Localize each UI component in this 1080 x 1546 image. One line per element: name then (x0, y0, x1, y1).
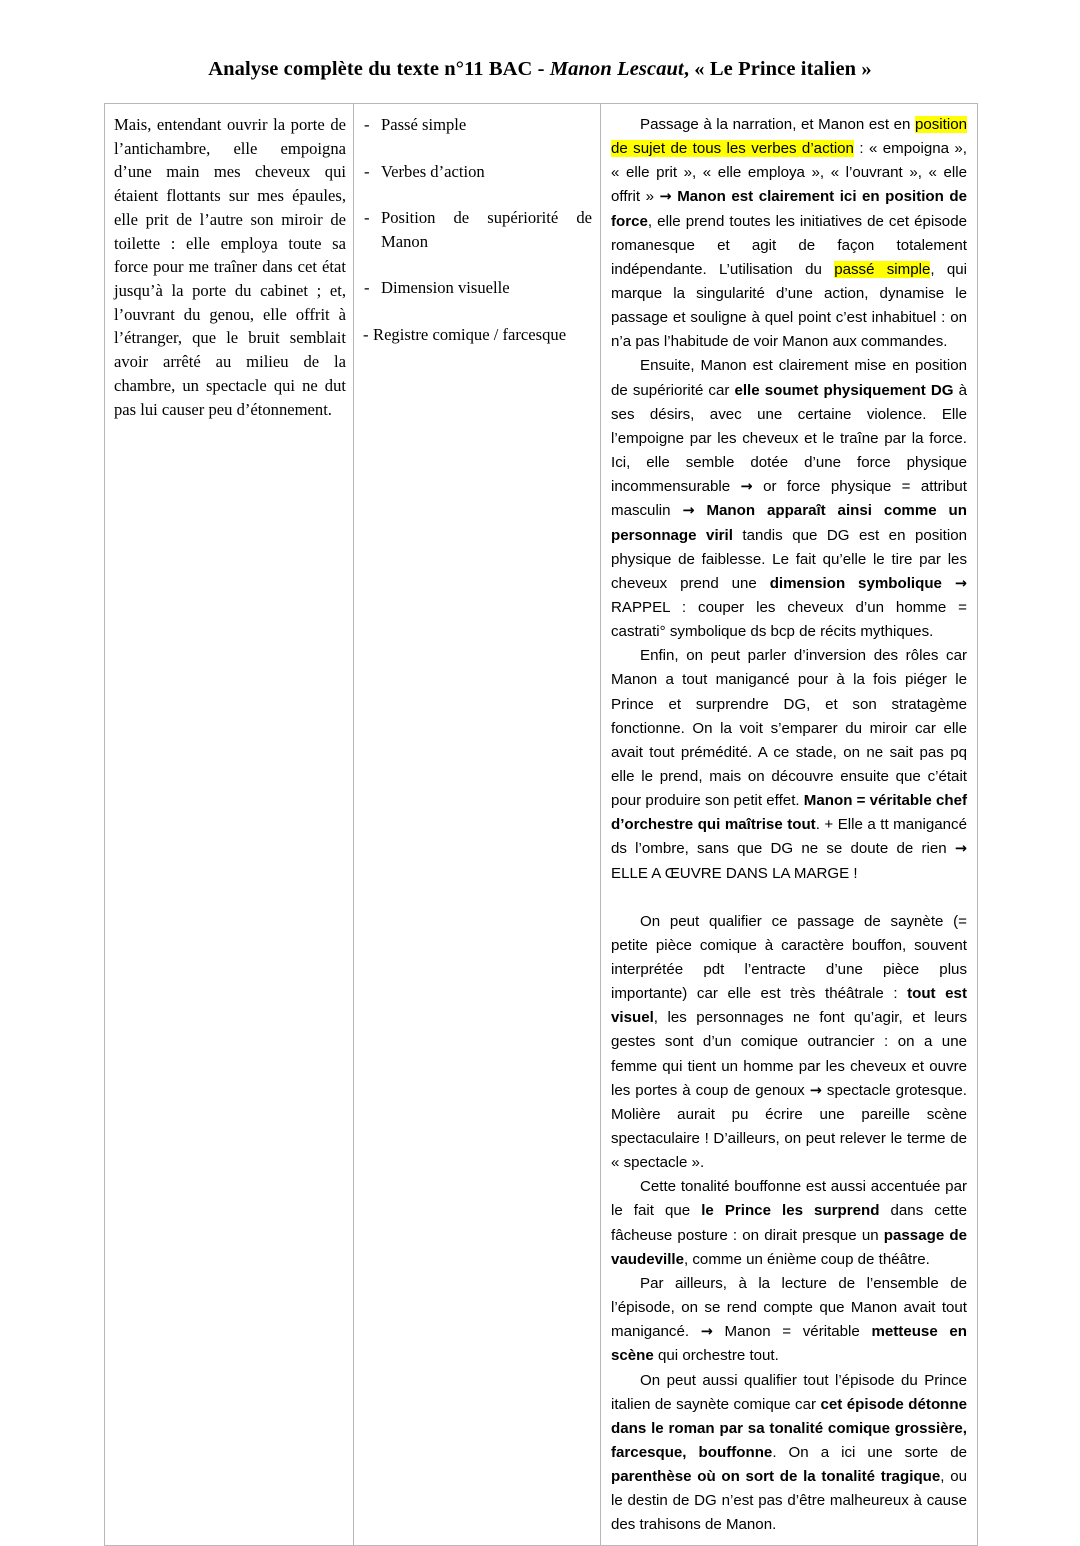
bold-text: le Prince les surprend (701, 1202, 880, 1220)
para-7 (611, 1369, 967, 1538)
text-run: , elle prend toutes les initiatives de cet épisode romanesque et agit de façon totalement indépendante. L’utilisation du (611, 212, 967, 278)
bold-text: dimension symbolique (769, 574, 942, 592)
right-arrow-icon: → (682, 503, 695, 520)
extract-text: Mais, entendant ouvrir la porte de l’antichambre, elle empoigna d’une main mes cheveux qui étaient flottants sur mes épaules, elle prit de l’autre son miroir de toilette : elle employa toute sa force pour me traîner dans cet état jusqu’à la porte du cabinet ; et, l’ouvrant du genou, elle offrit à l’étranger, que le bruit semblait avoir arrêté au milieu de la chambre, un spectacle qui ne dut pas lui causer peu d’étonnement. (114, 115, 346, 419)
bold-text: tout est visuel (611, 985, 967, 1027)
right-arrow-icon: → (659, 189, 672, 206)
text-run: Par ailleurs, à la lecture de l’ensemble de l’épisode, on se rend compte que Manon avait tout manigancé. (611, 1274, 967, 1341)
bold-text: elle soumet physiquement DG (734, 381, 954, 399)
para-2 (611, 354, 967, 644)
page-title-before: Analyse complète du texte n°11 BAC - (208, 58, 550, 80)
para-spacer (611, 886, 967, 910)
bullet-dash: - (364, 208, 370, 228)
bold-text: cet épisode détonne dans le roman par sa tonalité comique grossière, farcesque, bouffonne (611, 1395, 968, 1461)
notes-list (354, 104, 600, 354)
text-run: , qui marque la singularité d’une action, dynamise le passage et souligne à quel point c’est inhabituel : on n’a pas l’habitude de voir Manon aux commandes. (611, 260, 967, 351)
bullet-dash: - (364, 278, 370, 298)
text-run: Enfin, on peut parler d’inversion des rôles car Manon a tout manigancé pour à la fois piéger le Prince et surprendre DG, et son stratagème fonctionne. On la voit s’emparer du miroir car elle avait tout prémédité. A ce stade, on ne sait pas pq elle le prend, mais on découvre ensuite que c’était pour produire son petit effet. (611, 647, 967, 810)
bold-text: passage de vaudeville (611, 1226, 967, 1268)
bold-text: Manon apparaît ainsi comme un personnage viril (611, 502, 967, 544)
text-run: dans cette fâcheuse posture : on dirait presque un (611, 1202, 968, 1244)
highlighted-text: passé simple (834, 260, 931, 278)
table-cell-analysis (601, 104, 978, 1546)
right-arrow-icon: → (954, 841, 967, 858)
list-item (364, 160, 592, 184)
text-run: On peut qualifier ce passage de saynète (= petite pièce comique à caractère bouffon, souvent interprétée pdt l’entracte d’une pièce plus importante) car elle est très théâtrale : (611, 912, 967, 1003)
highlighted-text: position de sujet de tous les verbes d’action (611, 116, 967, 158)
para-5 (611, 1175, 967, 1272)
right-arrow-icon: → (954, 575, 967, 592)
bold-text: Manon est clairement ici en position de force (611, 188, 967, 230)
bullet-dash: - (364, 161, 370, 181)
analysis-text (601, 104, 977, 1545)
text-run: : « empoigna », « elle prit », « elle employa », « l’ouvrant », « elle offrit » (611, 140, 967, 206)
text-run: tandis que DG est en position physique de faiblesse. Le fait qu’elle le tire par les cheveux prend une (611, 526, 967, 592)
list-item-label: Position de supériorité de Manon (381, 208, 592, 251)
text-run (942, 575, 955, 592)
bullet-dash: - (363, 324, 369, 344)
list-item (364, 206, 592, 253)
text-run: Manon = véritable (712, 1323, 872, 1341)
page-title-after: , « Le Prince italien » (683, 58, 872, 80)
text-run: . On a ici une sorte de (772, 1443, 968, 1461)
text-run: . + Elle a tt manigancé ds l’ombre, sans que DG ne se doute de rien (611, 816, 967, 858)
para-1 (611, 113, 967, 354)
list-item-label: Registre comique / farcesque (373, 324, 567, 344)
list-item-label: Dimension visuelle (381, 278, 510, 298)
text-run: Ensuite, Manon est clairement mise en position de supériorité car (611, 357, 967, 399)
text-run: RAPPEL : couper les cheveux d’un homme = castrati° symbolique ds bcp de récits mythiques. (611, 599, 967, 641)
table-cell-extract (105, 104, 354, 1546)
para-3 (611, 644, 967, 885)
right-arrow-icon: → (809, 1082, 822, 1099)
right-arrow-icon: → (700, 1324, 713, 1341)
text-run: , ou le destin de DG n’est pas d’être malheureux à cause des trahisons de Manon. (611, 1468, 967, 1534)
page-title-work: Manon Lescaut (549, 58, 684, 80)
table-row (105, 104, 978, 1546)
text-run: à ses désirs, avec une certaine violence. Elle l’empoigne par les cheveux et le traîne par la force. Ici, elle semble dotée d’une force physique incommensurable (611, 381, 968, 496)
list-item (363, 323, 592, 347)
text-run: or force physique = attribut masculin (611, 478, 967, 520)
text-run: qui orchestre tout. (653, 1347, 779, 1365)
table-cell-notes (354, 104, 601, 1546)
list-item-label: Passé simple (381, 115, 467, 134)
text-run: , les personnages ne font qu’agir, et leurs gestes sont d’un comique outrancier : on a une femme qui tient un homme par les cheveux et ouvre les portes à coup de genoux (611, 1009, 967, 1099)
analysis-table (104, 103, 978, 1546)
text-run: , comme un énième coup de théâtre. (684, 1250, 930, 1268)
list-item (364, 113, 592, 137)
bold-text: parenthèse où on sort de la tonalité tragique (611, 1468, 941, 1486)
list-item (364, 276, 592, 300)
para-4 (611, 910, 967, 1176)
bold-text: Manon = véritable chef d’orchestre qui maîtrise tout (611, 792, 967, 834)
para-6 (611, 1272, 967, 1369)
page-title (104, 57, 976, 82)
text-run: On peut aussi qualifier tout l’épisode du Prince italien de saynète comique car (611, 1371, 967, 1413)
text-run: Cette tonalité bouffonne est aussi accentuée par le fait que (611, 1178, 967, 1220)
right-arrow-icon: → (740, 479, 753, 496)
bullet-dash: - (364, 115, 370, 134)
bold-text: metteuse en scène (611, 1323, 967, 1365)
text-run: ELLE A ŒUVRE DANS LA MARGE ! (611, 864, 858, 882)
text-run: Passage à la narration, et Manon est en (640, 116, 915, 133)
text-run: spectacle grotesque. Molière aurait pu écrire une pareille scène spectaculaire ! D’ailleurs, on peut relever le terme de « spectacle ». (611, 1081, 967, 1172)
list-item-label: Verbes d’action (381, 161, 485, 181)
text-run (695, 502, 707, 519)
